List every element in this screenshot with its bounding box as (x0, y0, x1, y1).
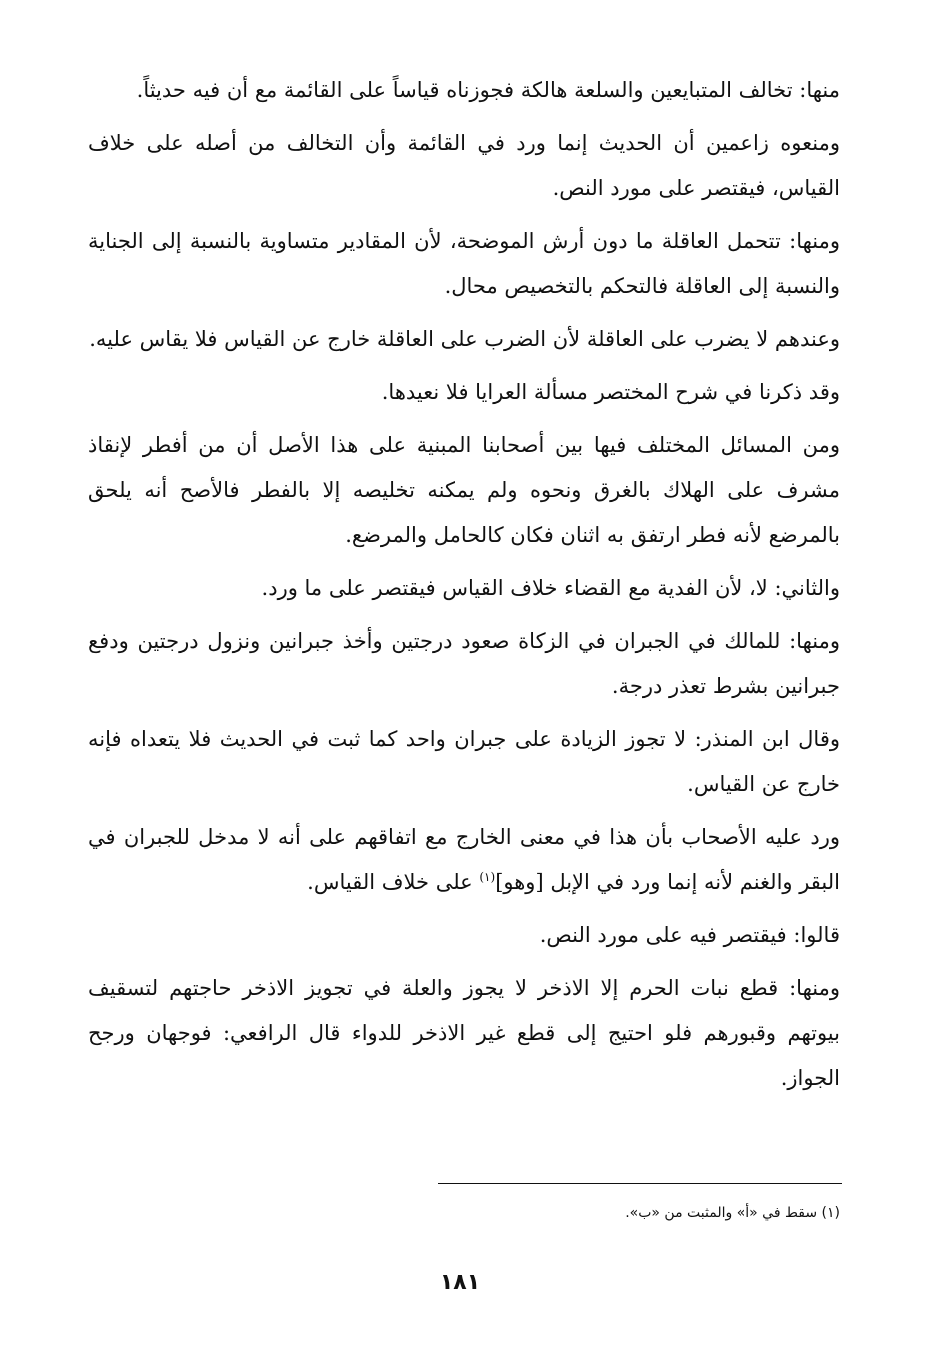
footnote: (١) سقط في «أ» والمثبت من «ب». (625, 1205, 840, 1221)
paragraph-9: وقال ابن المنذر: لا تجوز الزيادة على جبران واحد كما ثبت في الحديث فلا يتعداه فإنه خارج عن القياس. (88, 727, 840, 796)
paragraph-7: والثاني: لا، لأن الفدية مع القضاء خلاف القياس فيقتصر على ما ورد. (261, 576, 840, 600)
paragraph-10-continuation: على خلاف القياس. (307, 870, 480, 894)
page-number: ١٨١ (439, 1270, 481, 1295)
footnote-reference[interactable]: (١) (479, 870, 496, 884)
paragraph-6: ومن المسائل المختلف فيها بين أصحابنا المبنية على هذا الأصل أن من أفطر لإنقاذ مشرف على الهلاك بالغرق ونحوه ولم يمكنه تخليصه إلا بالفطر فالأصح أنه يلحق بالمرضع لأنه فطر ارتفق به اثنان فكان كالحامل والمرضع. (88, 433, 840, 547)
paragraph-4: وعندهم لا يضرب على العاقلة لأن الضرب على العاقلة خارج عن القياس فلا يقاس عليه. (89, 327, 840, 351)
paragraph-12: ومنها: قطع نبات الحرم إلا الاذخر لا يجوز والعلة في تجويز الاذخر حاجتهم لتسقيف بيوتهم وقبورهم فلو احتيج إلى قطع غير الاذخر للدواء قال الرافعي: فوجهان ورجح الجواز. (88, 976, 840, 1090)
paragraph-10-text: ورد عليه الأصحاب بأن هذا في معنى الخارج مع اتفاقهم على أنه لا مدخل للجبران في البقر والغنم لأنه إنما ورد في الإبل [وهو] (88, 825, 840, 894)
paragraph-11: قالوا: فيقتصر فيه على مورد النص. (539, 923, 840, 947)
paragraph-1: منها: تخالف المتبايعين والسلعة هالكة فجوزناه قياساً على القائمة مع أن فيه حديثاً. (136, 78, 840, 102)
paragraph-8: ومنها: للمالك في الجبران في الزكاة صعود درجتين وأخذ جبرانين ونزول درجتين ودفع جبرانين بشرط تعذر درجة. (88, 629, 840, 698)
paragraph-10 (88, 815, 840, 905)
main-text (88, 68, 840, 1109)
paragraph-3: ومنها: تتحمل العاقلة ما دون أرش الموضحة، لأن المقادير متساوية بالنسبة إلى الجناية والنسبة إلى العاقلة فالتحكم بالتخصيص محال. (88, 229, 840, 298)
paragraph-5: وقد ذكرنا في شرح المختصر مسألة العرايا فلا نعيدها. (381, 380, 840, 404)
paragraph-2: ومنعوه زاعمين أن الحديث إنما ورد في القائمة وأن التخالف من أصله على خلاف القياس، فيقتصر على مورد النص. (88, 131, 840, 200)
footnote-divider (438, 1183, 842, 1184)
